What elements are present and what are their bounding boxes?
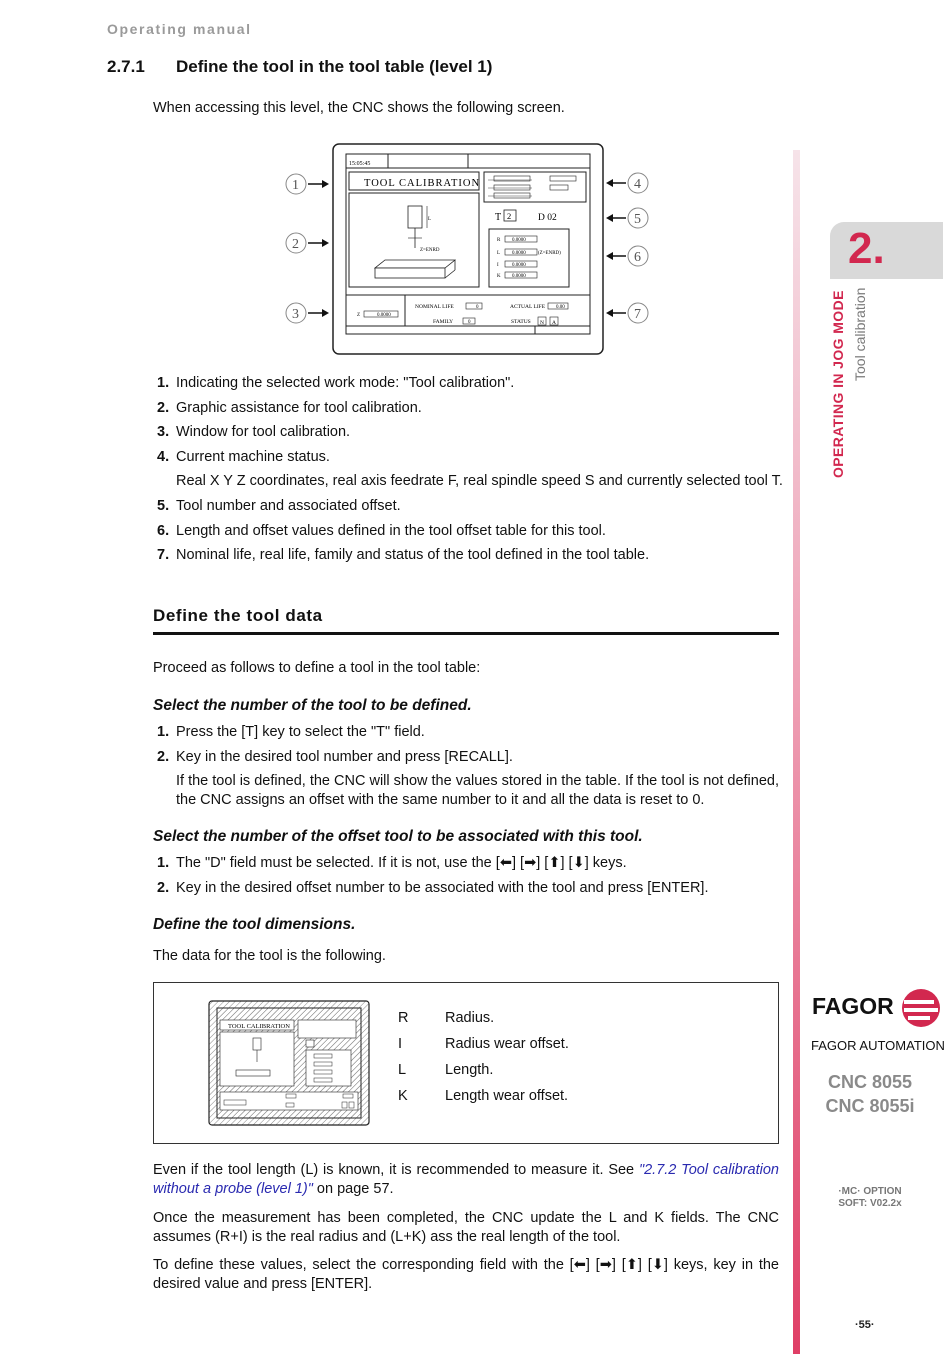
para-measure: Even if the tool length (L) is known, it is recommended to measure it. See "2.7.2 Tool calibration without a probe (level 1)" on page 57. [153, 1162, 779, 1197]
svg-text:L: L [428, 217, 432, 222]
soft-version: SOFT: V02.2x [838, 1198, 902, 1209]
callout-1 [286, 174, 329, 194]
subsection-heading: Define the tool data [153, 606, 779, 635]
mini-screen-figure [208, 1000, 370, 1126]
section-title: Define the tool in the tool table (level 1) [176, 57, 493, 76]
svg-text:0: 0 [476, 305, 479, 310]
step2-heading: Select the number of the offset tool to be associated with this tool. [153, 828, 643, 845]
callout-5 [606, 208, 648, 228]
list-item: 7. Nominal life, real life, family and status of the tool defined in the tool table. [157, 547, 650, 564]
svg-text:6: 6 [634, 250, 641, 265]
page-number: ·55· [855, 1319, 875, 1331]
svg-text:1: 1 [292, 178, 299, 193]
svg-text:ACTUAL LIFE: ACTUAL LIFE [510, 304, 546, 310]
proceed-text: Proceed as follows to define a tool in the tool table: [153, 660, 481, 676]
screen-t-value: 2 [507, 211, 512, 221]
screen-time: 15:05:45 [349, 161, 371, 167]
step2-num-2: 2. [157, 880, 170, 896]
svg-text:0.0000: 0.0000 [512, 251, 526, 256]
svg-text:I: I [497, 263, 499, 268]
screen-d-label: D 02 [538, 213, 557, 223]
sidebar-topic: Tool calibration [852, 288, 868, 382]
para-measurement-done: Once the measurement has been completed, the CNC update the L and K fields. The CNC assumes (R+I) is the real radius and (L+K) ass the real length of the tool. [153, 1210, 779, 1245]
list-item: 6. Length and offset values defined in the tool offset table for this tool. [157, 522, 606, 539]
def-key-i: I [398, 1036, 403, 1052]
list-item: 1. Indicating the selected work mode: "Tool calibration". [157, 375, 515, 391]
svg-text:0: 0 [468, 320, 471, 325]
cross-reference-link[interactable]: "2.7.2 Tool calibration without a probe (level 1)" [153, 1162, 779, 1197]
svg-text:TOOL CALIBRATION: TOOL CALIBRATION [228, 1023, 290, 1030]
svg-text:FAMILY: FAMILY [433, 319, 454, 325]
screen-title: TOOL CALIBRATION [364, 178, 481, 189]
chapter-tab [830, 222, 943, 279]
list-item: 5. Tool number and associated offset. [157, 497, 401, 514]
svg-text:K: K [497, 274, 501, 279]
step2-item-2: Key in the desired offset number to be associated with the tool and press [ENTER]. [176, 880, 709, 896]
svg-text:FAGOR: FAGOR [812, 993, 894, 1019]
para-define-values: To define these values, select the corresponding field with the [⬅] [➡] [⬆] [⬇] keys, key in the desired value and press [ENTER]. [153, 1257, 779, 1292]
svg-text:0.0000: 0.0000 [512, 274, 526, 279]
section-number: 2.7.1 [107, 57, 145, 76]
arrow-down-key-icon: ⬇ [572, 855, 585, 871]
svg-text:0.00: 0.00 [556, 305, 565, 310]
intro-text: When accessing this level, the CNC shows the following screen. [153, 100, 565, 116]
step1-note: If the tool is defined, the CNC will show the values stored in the table. If the tool is not defined, the CNC assigns an offset with the same number to it and all the data is reset to 0. [176, 773, 779, 808]
callout-6 [606, 246, 648, 266]
graphic-enrd-label: Z=ENRD [420, 248, 440, 253]
step2-num-1: 1. [157, 855, 170, 871]
tool-calibration-screen-figure [280, 140, 660, 358]
svg-text:0.0000: 0.0000 [377, 313, 391, 318]
callout-7 [606, 303, 648, 323]
def-val-l: Length. [445, 1062, 494, 1078]
svg-text:N: N [540, 320, 544, 326]
def-key-r: R [398, 1010, 409, 1026]
arrow-up-key-icon: ⬆ [625, 1257, 638, 1273]
svg-text:STATUS: STATUS [511, 319, 531, 325]
company-name: FAGOR AUTOMATION [811, 1038, 945, 1053]
svg-text:A: A [552, 320, 556, 326]
svg-text:7: 7 [634, 307, 641, 322]
arrow-up-key-icon: ⬆ [548, 855, 561, 871]
arrow-left-key-icon: ⬅ [499, 855, 512, 871]
svg-text:3: 3 [292, 307, 299, 322]
screen-t-label: T [495, 212, 502, 223]
fagor-logo [812, 988, 942, 1030]
arrow-down-key-icon: ⬇ [651, 1257, 664, 1273]
model-name-1: CNC 8055 [827, 1072, 913, 1092]
list-item: 2. Graphic assistance for tool calibration. [157, 399, 422, 416]
svg-text:4: 4 [634, 177, 641, 192]
arrow-right-key-icon: ➡ [599, 1257, 612, 1273]
svg-text:0.0000: 0.0000 [512, 263, 526, 268]
list-item: 4. Current machine status. [157, 448, 330, 465]
list-item: Real X Y Z coordinates, real axis feedrate F, real spindle speed S and currently selected tool T. [176, 473, 783, 490]
model-name-2: CNC 8055i [825, 1096, 915, 1116]
list-item: 3. Window for tool calibration. [157, 424, 351, 441]
svg-text:(Z=ENRD): (Z=ENRD) [538, 251, 561, 256]
def-val-k: Length wear offset. [445, 1088, 569, 1104]
def-key-l: L [398, 1062, 407, 1078]
def-val-r: Radius. [445, 1010, 495, 1026]
callout-3 [286, 303, 329, 323]
svg-text:0.0000: 0.0000 [512, 238, 526, 243]
svg-text:NOMINAL LIFE: NOMINAL LIFE [415, 304, 454, 310]
step3-intro: The data for the tool is the following. [153, 948, 386, 964]
sidebar-chapter-title: OPERATING IN JOG MODE [830, 290, 846, 478]
list-item: 2. Key in the desired tool number and press [RECALL]. [157, 748, 513, 765]
option-label: ·MC· OPTION [838, 1186, 902, 1197]
sidebar-gradient-bar [793, 150, 800, 1354]
step2-item-1: The "D" field must be selected. If it is not, use the [⬅] [➡] [⬆] [⬇] keys. [176, 855, 627, 871]
svg-text:2: 2 [292, 237, 299, 252]
step3-heading: Define the tool dimensions. [153, 916, 356, 933]
svg-text:L: L [497, 251, 501, 256]
running-header: Operating manual [107, 21, 252, 37]
svg-text:R: R [497, 238, 501, 243]
chapter-number: 2. [848, 224, 885, 273]
callout-2 [286, 233, 329, 253]
callout-4 [606, 173, 648, 193]
def-key-k: K [398, 1088, 408, 1104]
list-item: 1. Press the [T] key to select the "T" field. [157, 724, 425, 740]
svg-text:Z: Z [357, 313, 361, 318]
arrow-left-key-icon: ⬅ [573, 1257, 586, 1273]
def-val-i: Radius wear offset. [445, 1036, 569, 1052]
screen-legend-list [153, 374, 783, 571]
step1-list [153, 723, 783, 772]
svg-text:5: 5 [634, 212, 641, 227]
step1-heading: Select the number of the tool to be defined. [153, 697, 472, 714]
arrow-right-key-icon: ➡ [524, 855, 537, 871]
